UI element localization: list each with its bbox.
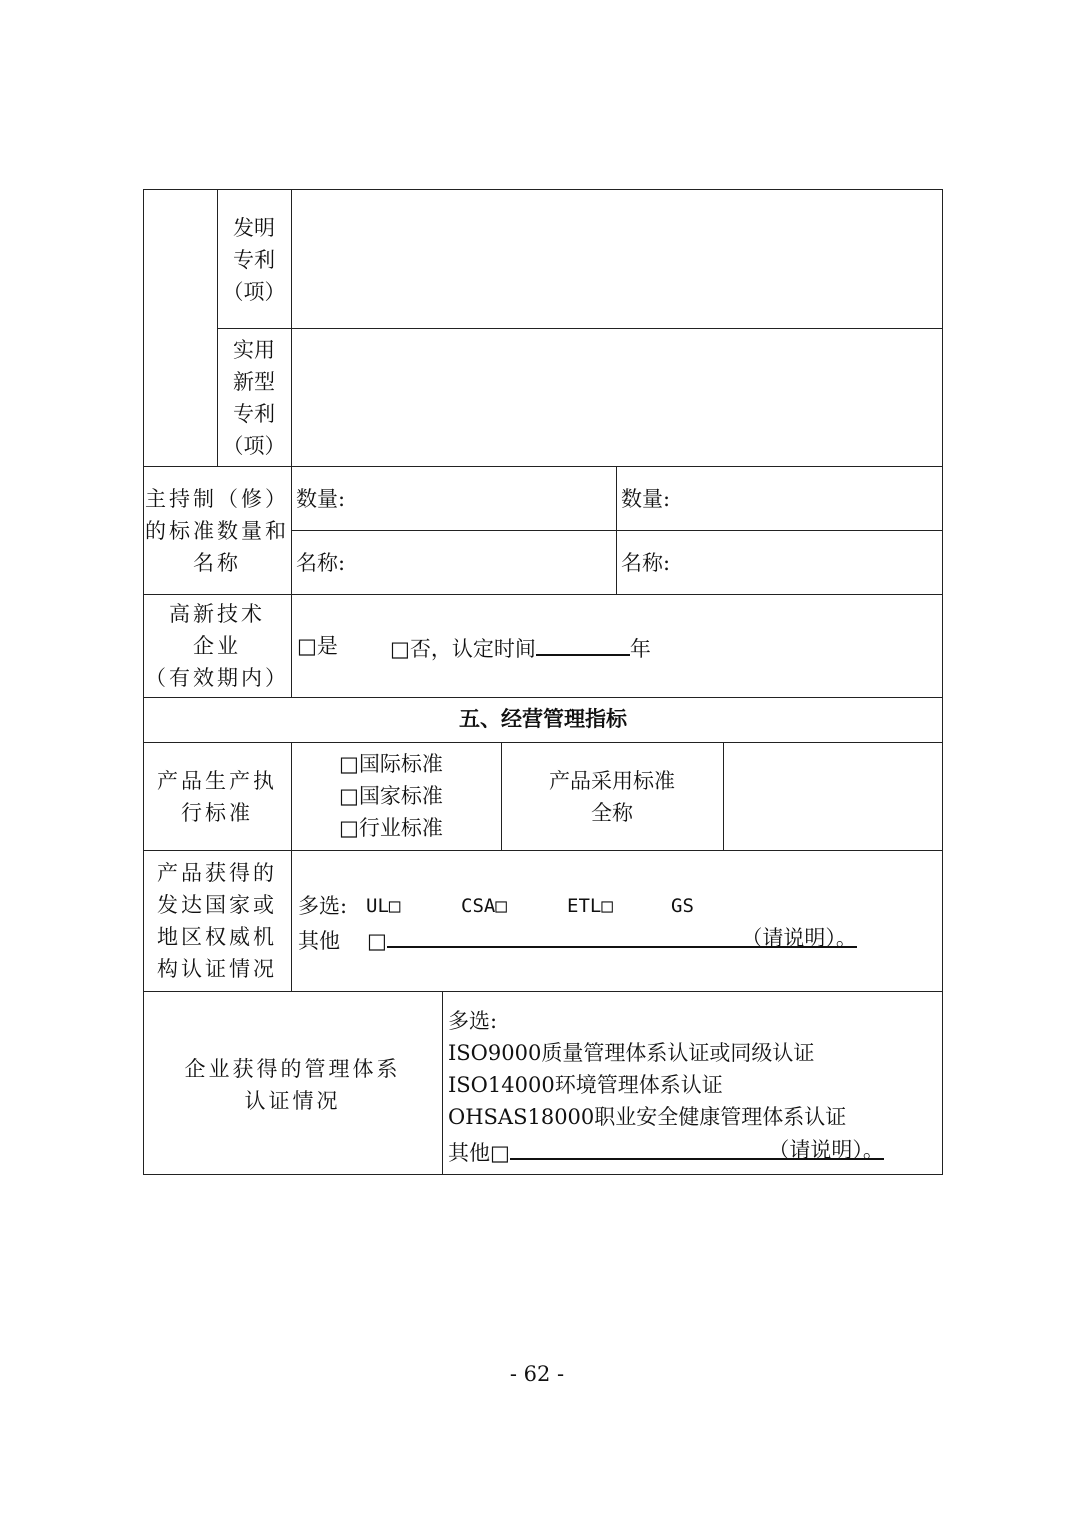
gs-checkbox-label[interactable]: GS (671, 895, 694, 917)
utility-patent-value-cell[interactable] (292, 329, 942, 466)
management-other-checkbox[interactable]: 其他□ (448, 1141, 510, 1165)
industry-standard-checkbox[interactable]: □行业标准 (339, 816, 443, 840)
management-multi-select-label: 多选: (448, 1009, 498, 1033)
certification-other-row (298, 922, 857, 957)
high-tech-no-checkbox[interactable]: □否，认定时间 (390, 637, 536, 661)
iso9000-option[interactable]: ISO9000质量管理体系认证或同级认证 (448, 1041, 815, 1065)
quantity-field-right[interactable]: 数量: (621, 487, 671, 511)
certification-multi-select-label: 多选: (298, 894, 348, 918)
quantity-field-left[interactable]: 数量: (296, 487, 346, 511)
year-suffix: 年 (629, 637, 651, 661)
certification-other-note: （请说明）。 (741, 926, 857, 950)
etl-checkbox[interactable]: ETL□ (567, 895, 613, 917)
certification-other-checkbox[interactable]: □ (367, 929, 387, 953)
certification-other-label: 其他 (298, 929, 340, 953)
csa-checkbox[interactable]: CSA□ (461, 895, 507, 917)
international-standard-checkbox[interactable]: □国际标准 (339, 752, 443, 776)
certification-date-field[interactable] (536, 630, 630, 656)
management-other-field[interactable] (510, 1134, 884, 1160)
section-title: 五、经营管理指标 (459, 707, 627, 731)
document-page: 发明 专利 （项） 实用 新型 专利 （项） 主持制（修） 的标准数量和 名称 数量: 数量: 名称: 名称: 高新技术 企业 （有效期内） □是 □否，认定时间 年 五、经营管理指标 产品生产执 行标准 □国际标准 □国家标准 □行业标准 产品采用标准 全称 产品获得的 发达国家或 地区权威机 构认证情况 多选: UL□ CSA□ ETL□ GS 其他 □ （请说明）。 企业获得的管理体系 认证情况 多选: ISO9000质量管理体系认证或同级认证 ISO14000环境管理体系认证 OHSAS18000职业安全健康管理体系认证 其他□ （请说明）。 - 62 - (0, 0, 1074, 1520)
management-other-row (448, 1134, 884, 1169)
high-tech-yes-checkbox[interactable]: □是 (297, 634, 338, 658)
name-field-right[interactable]: 名称: (621, 551, 671, 575)
invention-patent-value-cell[interactable] (292, 190, 942, 328)
ul-checkbox[interactable]: UL□ (366, 895, 401, 917)
national-standard-checkbox[interactable]: □国家标准 (339, 784, 443, 808)
management-other-note: （请说明）。 (768, 1138, 884, 1162)
standard-full-name-value-cell[interactable] (724, 743, 942, 850)
high-tech-no-row (390, 630, 651, 665)
iso14000-option[interactable]: ISO14000环境管理体系认证 (448, 1073, 723, 1097)
certification-other-field[interactable] (387, 922, 857, 948)
name-field-left[interactable]: 名称: (296, 551, 346, 575)
page-number: - 62 - (509, 1362, 565, 1386)
ohsas18000-option[interactable]: OHSAS18000职业安全健康管理体系认证 (448, 1105, 847, 1129)
